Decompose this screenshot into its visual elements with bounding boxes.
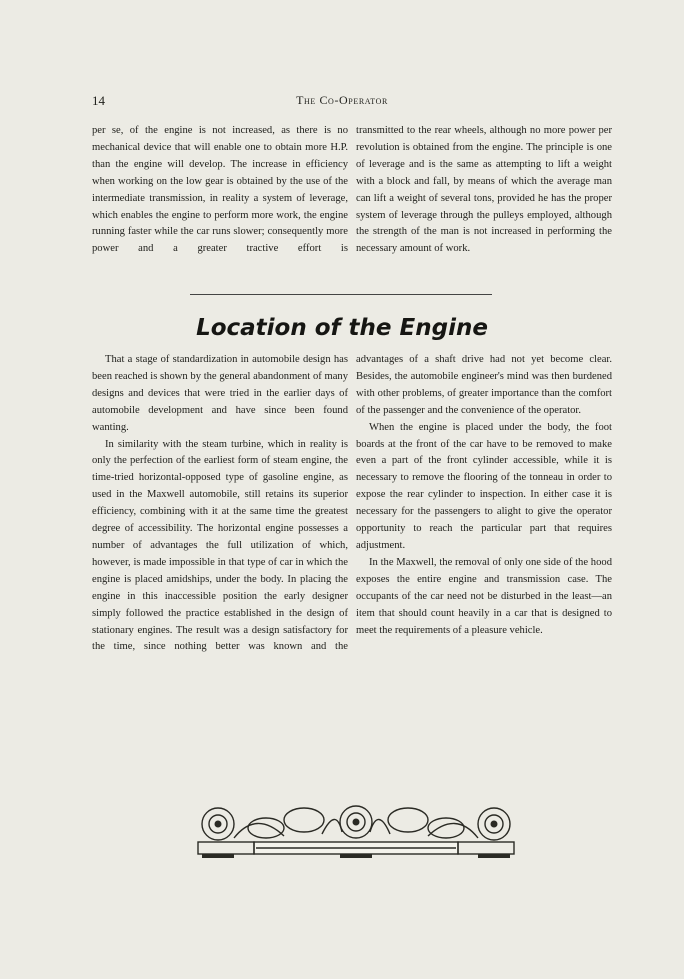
top-right-column xyxy=(356,123,612,258)
article-paragraph: In the Maxwell, the removal of only one side of the hood exposes the entire engine and transmission case. The occupants of the car need not be disturbed in the least—an item that should count heavily in a car that is designed to meet the requirements of a pleasure vehicle. xyxy=(356,556,612,636)
article-title: Location of the Engine xyxy=(196,315,488,341)
running-head: The Co-Operator xyxy=(296,93,388,107)
article-paragraph: In similarity with the steam turbine, which in reality is only the perfection of the earliest form of steam engine, the time-tried horizontal-opposed type of gasoline engine, as used in the Maxwell automobile, still retains its superior efficiency, combining with it at the same time the greatest degree of accessibility. The horizontal engine possesses a number of advantages the full utilization of which, however, is made impossible in that type of car in which the engine is placed amidships, under the body. In placing the engine in this inaccessible position the early designer simply followed the practice established in the design of stationary engines. The result was a design satisfactory for the time, since nothing better was known and the xyxy=(92,438,348,653)
page-number: 14 xyxy=(92,93,105,108)
section-divider xyxy=(190,294,492,295)
top-right-paragraph: transmitted to the rear wheels, although no more power per revolution is obtained from the engine. The principle is one of leverage and is the same as attempting to lift a weight with a block and fall, by means of which the average man can lift a weight of several tons, provided he has the proper system of leverage through the pulleys employed, although the strength of the man is not increased in performing the necessary amount of work. xyxy=(356,125,612,255)
article-right-column xyxy=(356,352,612,639)
article-paragraph: That a stage of standardization in automobile design has been reached is shown by the general abandonment of many designs and devices that were tried in the earlier days of automobile development and have since been found wanting. xyxy=(92,354,348,433)
article-paragraph: When the engine is placed under the body, the foot boards at the front of the car have to be removed to make even a part of the front cylinder accessible, while it is necessary to remove the flooring of the tonneau in order to expose the rear cylinder to inspection. In either case it is necessary for the passengers to alight to give the operator opportunity to reach the particular part that requires adjustment. xyxy=(356,421,612,551)
article-left-column xyxy=(92,352,348,656)
floral-tailpiece-icon xyxy=(196,798,516,862)
article-paragraph: advantages of a shaft drive had not yet become clear. Besides, the automobile engineer's mind was then burdened with other problems, of greater importance than the comfort of the passenger and the convenience of the operator. xyxy=(356,354,612,416)
top-left-column xyxy=(92,123,348,258)
top-left-paragraph: per se, of the engine is not increased, as there is no mechanical device that will enable one to obtain more H.P. than the engine will develop. The increase in efficiency when working on the low gear is obtained by the use of the intermediate transmission, in reality a system of leverage, which enables the engine to perform more work, the engine running faster while the car runs slower; consequently more power and a greater tractive effort is xyxy=(92,125,348,255)
